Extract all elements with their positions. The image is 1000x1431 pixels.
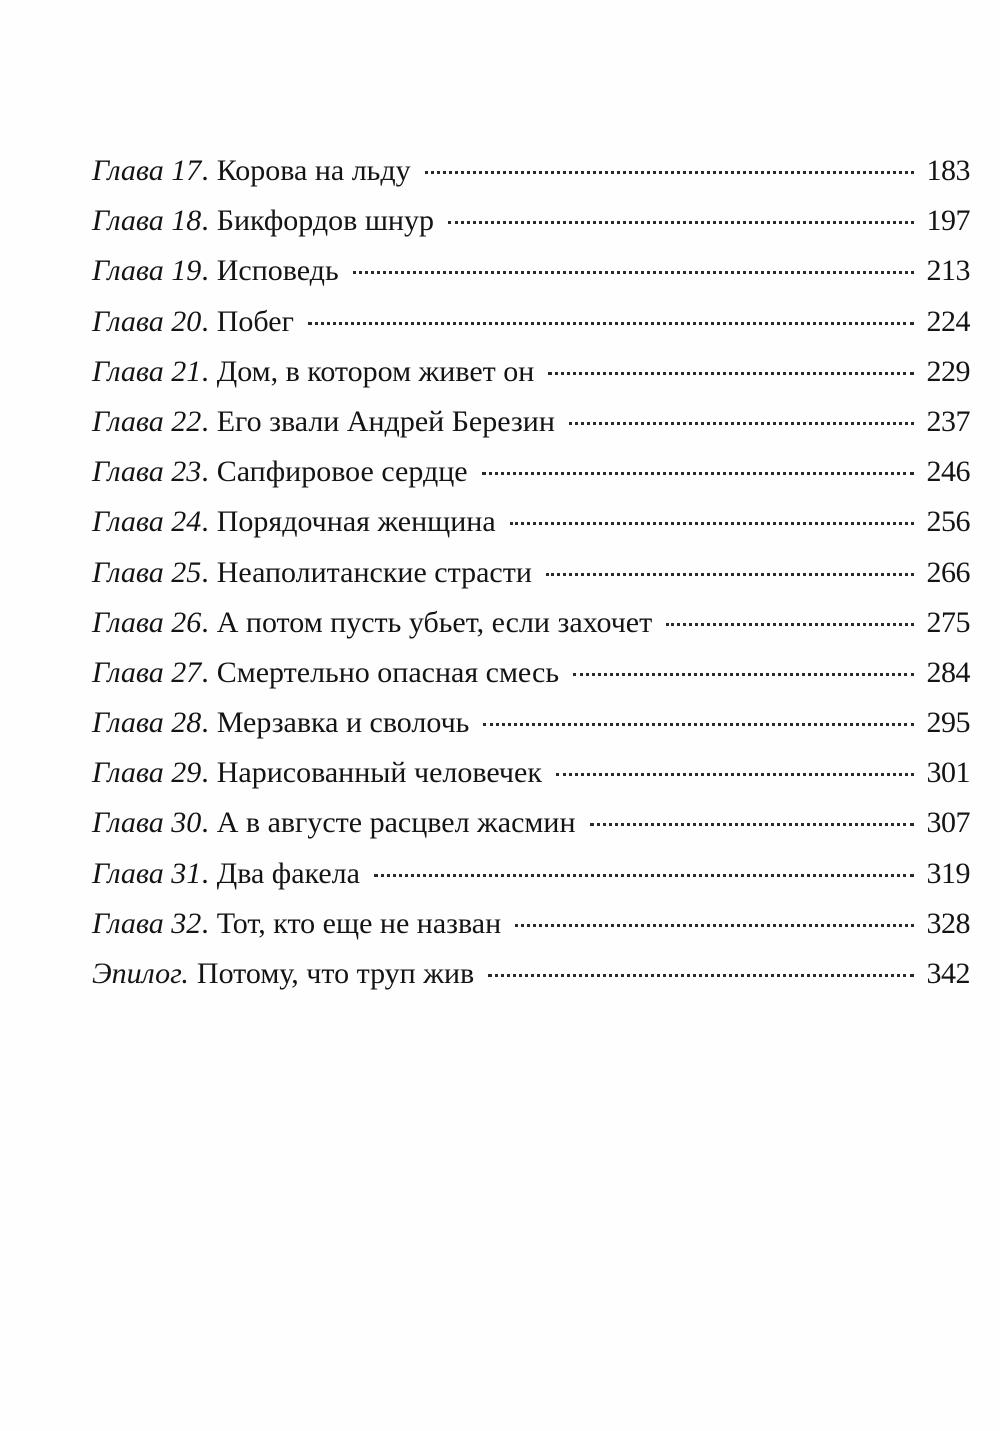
- toc-entry-chapter-label: Глава 30: [92, 806, 202, 840]
- toc-entry-separator: .: [201, 555, 209, 589]
- toc-entry-chapter-label: Глава 32: [92, 906, 202, 940]
- toc-entry-page-number: 229: [926, 354, 970, 388]
- toc-entry-chapter-label: Глава 31: [92, 856, 202, 890]
- toc-entry-chapter-label: Глава 18: [92, 204, 202, 238]
- toc-entry: [92, 798, 970, 848]
- toc-entry-title: Сапфировое сердце: [216, 455, 468, 489]
- toc-entry-title: Мерзавка и сволочь: [216, 706, 470, 740]
- toc-entry-separator: .: [201, 455, 209, 489]
- toc-entry-separator: .: [201, 605, 209, 639]
- toc-entry-page-number: 266: [926, 555, 970, 589]
- toc-entry: [92, 497, 970, 547]
- table-of-contents: [92, 146, 970, 999]
- toc-entry-dot-leader: [556, 773, 914, 776]
- toc-entry-separator: .: [201, 254, 209, 288]
- toc-entry-title: А в августе расцвел жасмин: [216, 806, 576, 840]
- toc-entry: [92, 849, 970, 899]
- toc-entry-separator: .: [201, 655, 209, 689]
- toc-entry-dot-leader: [666, 623, 914, 626]
- toc-entry-dot-leader: [548, 372, 914, 375]
- toc-entry-chapter-label: Глава 25: [92, 555, 202, 589]
- toc-entry-page-number: 197: [926, 204, 970, 238]
- toc-entry-page-number: 224: [926, 304, 970, 338]
- toc-entry: [92, 648, 970, 698]
- toc-entry: [92, 196, 970, 246]
- toc-entry-dot-leader: [573, 673, 914, 676]
- toc-entry: [92, 347, 970, 397]
- toc-entry-chapter-label: Глава 23: [92, 455, 202, 489]
- toc-entry: [92, 548, 970, 598]
- toc-entry-title: Потому, что труп жив: [196, 957, 475, 990]
- toc-entry-page-number: 342: [926, 957, 970, 990]
- toc-entry-page-number: 213: [926, 254, 970, 288]
- toc-entry-separator: .: [201, 304, 209, 338]
- toc-entry-dot-leader: [483, 723, 914, 726]
- toc-entry-dot-leader: [448, 221, 914, 224]
- toc-entry: [92, 598, 970, 648]
- toc-entry-separator: .: [201, 404, 209, 438]
- toc-entry-separator: .: [201, 154, 209, 187]
- toc-entry-dot-leader: [425, 171, 914, 174]
- toc-entry: [92, 447, 970, 497]
- toc-entry-separator: .: [201, 856, 209, 890]
- toc-entry-title: Его звали Андрей Березин: [216, 404, 555, 438]
- toc-entry-separator: .: [201, 756, 209, 790]
- toc-entry: [92, 698, 970, 748]
- toc-entry: [92, 748, 970, 798]
- toc-entry-page-number: 275: [926, 605, 970, 639]
- toc-entry-dot-leader: [374, 874, 914, 877]
- toc-entry-title: Тот, кто еще не назван: [216, 906, 502, 940]
- toc-entry-title: Дом, в котором живет он: [216, 354, 535, 388]
- toc-entry-chapter-label: Глава 26: [92, 605, 202, 639]
- toc-entry-separator: .: [201, 906, 209, 940]
- toc-entry: [92, 246, 970, 296]
- toc-entry-chapter-label: Глава 20: [92, 304, 202, 338]
- toc-entry: [92, 146, 970, 196]
- toc-entry-title: Два факела: [216, 856, 360, 890]
- toc-entry-title: Неаполитанские страсти: [216, 555, 532, 589]
- toc-entry-page-number: 183: [926, 154, 970, 187]
- toc-entry-page-number: 328: [926, 906, 970, 940]
- toc-entry-dot-leader: [482, 472, 914, 475]
- toc-entry-title: Исповедь: [216, 254, 339, 288]
- toc-entry-page-number: 295: [926, 706, 970, 740]
- toc-entry: [92, 899, 970, 949]
- toc-entry-separator: .: [201, 354, 209, 388]
- toc-entry-page-number: 256: [926, 505, 970, 539]
- toc-entry-chapter-label: Глава 22: [92, 404, 202, 438]
- toc-entry-title: Нарисованный человечек: [216, 756, 542, 790]
- toc-entry-dot-leader: [353, 271, 914, 274]
- toc-entry-chapter-label: Глава 28: [92, 706, 202, 740]
- toc-entry-chapter-label: Глава 29: [92, 756, 202, 790]
- toc-entry-title: Порядочная женщина: [216, 505, 496, 539]
- toc-entry-page-number: 246: [926, 455, 970, 489]
- toc-list: [92, 146, 970, 999]
- toc-entry-page-number: 301: [926, 756, 970, 790]
- toc-entry-separator: .: [201, 505, 209, 539]
- toc-entry-dot-leader: [515, 924, 914, 927]
- toc-entry-dot-leader: [308, 322, 914, 325]
- toc-entry-dot-leader: [488, 974, 914, 977]
- toc-entry-page-number: 237: [926, 404, 970, 438]
- toc-entry-page-number: 284: [926, 655, 970, 689]
- toc-entry-separator: .: [201, 706, 209, 740]
- toc-entry-title: Корова на льду: [216, 154, 411, 187]
- toc-entry-separator: .: [201, 204, 209, 238]
- toc-entry-title: А потом пусть убьет, если захочет: [216, 605, 653, 639]
- toc-entry-dot-leader: [569, 422, 914, 425]
- toc-entry-chapter-label: Глава 24: [92, 505, 202, 539]
- toc-entry-page-number: 319: [926, 856, 970, 890]
- toc-entry-page-number: 307: [926, 806, 970, 840]
- toc-entry: [92, 397, 970, 447]
- toc-entry-dot-leader: [510, 522, 914, 525]
- toc-entry-chapter-label: Глава 19: [92, 254, 202, 288]
- toc-entry-chapter-label: Эпилог.: [92, 957, 189, 990]
- toc-entry-chapter-label: Глава 17: [92, 154, 202, 187]
- toc-entry-chapter-label: Глава 27: [92, 655, 202, 689]
- toc-entry-dot-leader: [546, 573, 914, 576]
- toc-entry-dot-leader: [590, 823, 914, 826]
- toc-entry-title: Побег: [216, 304, 294, 338]
- toc-entry-chapter-label: Глава 21: [92, 354, 202, 388]
- toc-entry-title: Смертельно опасная смесь: [216, 655, 559, 689]
- toc-entry: [92, 297, 970, 347]
- toc-entry: [92, 949, 970, 999]
- toc-entry-title: Бикфордов шнур: [216, 204, 434, 238]
- toc-entry-separator: .: [201, 806, 209, 840]
